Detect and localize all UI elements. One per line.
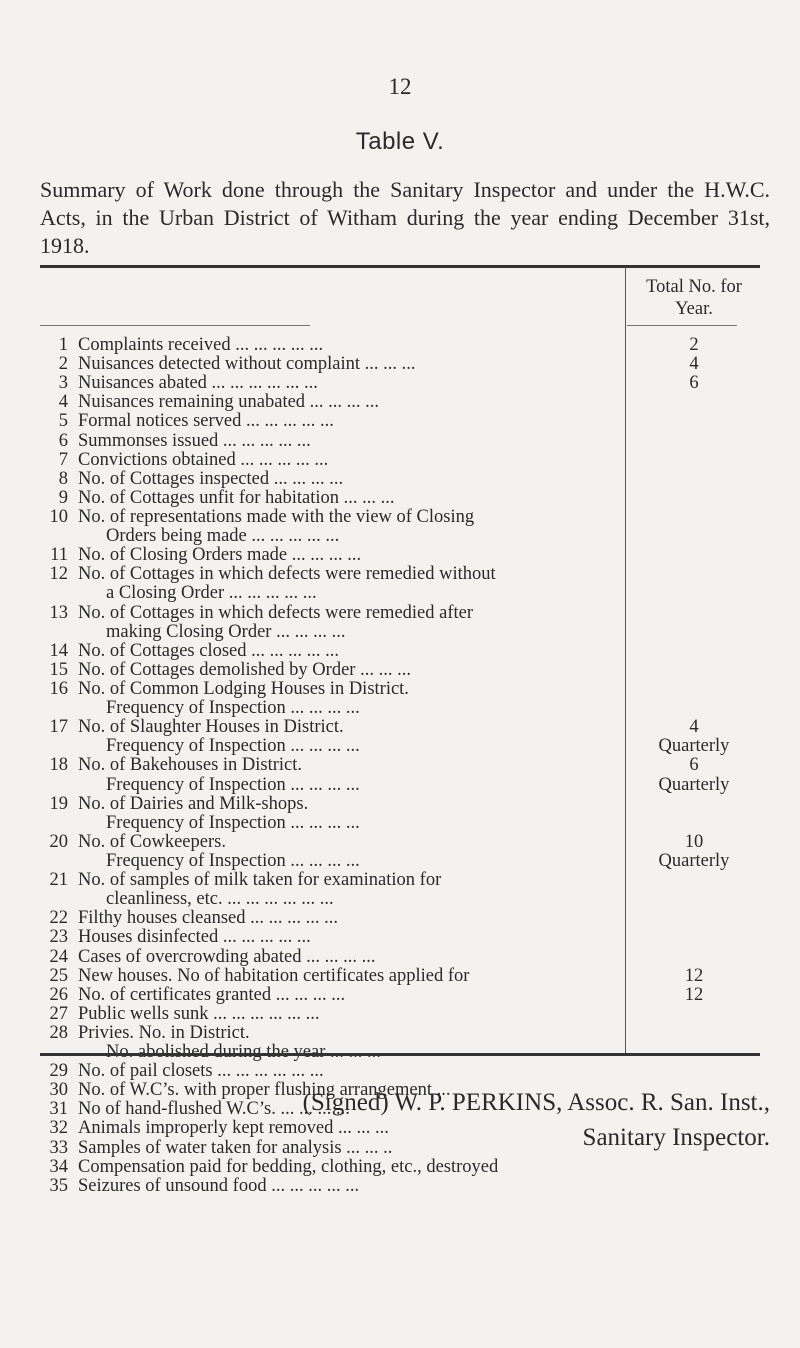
table-row — [40, 527, 760, 546]
table-row — [40, 967, 760, 986]
table-row — [40, 909, 760, 928]
row-description: No. of Cottages inspected ... ... ... ... — [78, 469, 344, 489]
table-row — [40, 1158, 760, 1177]
row-number: 33 — [49, 1137, 68, 1158]
row-description: No of hand-flushed W.C’s. ... ... ... ... — [78, 1100, 350, 1120]
row-description: Frequency of Inspection ... ... ... ... — [106, 851, 360, 871]
row-number: 5 — [58, 411, 68, 432]
table-row — [40, 508, 760, 527]
row-description: cleanliness, etc. ... ... ... ... ... ... — [106, 890, 334, 910]
row-number: 18 — [49, 755, 68, 776]
row-description: Frequency of Inspection ... ... ... ... — [106, 775, 360, 795]
row-total: Quarterly — [658, 736, 730, 757]
table-row — [40, 928, 760, 947]
row-description: Animals improperly kept removed ... ... ... — [78, 1119, 389, 1139]
table-row — [40, 412, 760, 431]
table-row — [40, 336, 760, 355]
row-description: Orders being made ... ... ... ... ... — [106, 527, 340, 547]
row-number: 35 — [49, 1175, 68, 1196]
row-description: No. of representations made with the view of Closing — [78, 507, 475, 527]
table-row — [40, 776, 760, 795]
table-row — [40, 699, 760, 718]
table-row — [40, 718, 760, 737]
row-number: 26 — [49, 984, 68, 1005]
row-description: Public wells sunk ... ... ... ... ... ... — [78, 1004, 320, 1024]
row-number: 12 — [49, 564, 68, 585]
table-row — [40, 795, 760, 814]
row-description: Complaints received ... ... ... ... ... — [78, 336, 324, 355]
row-number: 9 — [58, 487, 68, 508]
table-row — [40, 852, 760, 871]
page-number: 12 — [388, 74, 412, 99]
table-row — [40, 470, 760, 489]
row-number: 13 — [49, 602, 68, 623]
row-description: No. of certificates granted ... ... ... ... — [78, 985, 346, 1005]
table-row — [40, 1005, 760, 1024]
row-total: Quarterly — [658, 774, 730, 795]
row-description: Nuisances detected without complaint ... ... ... — [78, 355, 416, 375]
row-number: 10 — [49, 506, 68, 527]
row-total: 6 — [689, 373, 699, 394]
row-description: No. of Cottages in which defects were remedied without — [78, 565, 496, 585]
row-number: 20 — [49, 831, 68, 852]
table-row — [40, 871, 760, 890]
row-description: No. of samples of milk taken for examination for — [78, 871, 442, 891]
row-number: 1 — [58, 335, 68, 355]
row-total: Quarterly — [658, 850, 730, 871]
signature-title: Sanitary Inspector. — [582, 1124, 770, 1151]
row-number: 7 — [58, 449, 68, 470]
row-total: 10 — [684, 831, 704, 852]
row-description: Seizures of unsound food ... ... ... ... ... — [78, 1176, 360, 1196]
row-total: 6 — [689, 755, 699, 776]
row-number: 8 — [58, 468, 68, 489]
row-description: No. of Cottages closed ... ... ... ... ... — [78, 641, 340, 661]
row-number: 30 — [49, 1080, 68, 1101]
row-description: No. of Cottages demolished by Order ... ... ... — [78, 660, 411, 680]
total-column-header: Total No. for Year. — [646, 277, 742, 319]
row-number: 24 — [49, 946, 68, 967]
row-description: Convictions obtained ... ... ... ... ... — [78, 450, 329, 470]
row-total: 4 — [689, 717, 699, 738]
row-description: Cases of overcrowding abated ... ... ... ... — [78, 947, 376, 967]
row-number: 21 — [49, 870, 68, 891]
table-row — [40, 546, 760, 565]
row-number: 17 — [49, 717, 68, 738]
table-body — [40, 336, 760, 1196]
table-row — [40, 604, 760, 623]
row-description: No. of Cottages unfit for habitation ... ... ... — [78, 488, 395, 508]
row-description: Compensation paid for bedding, clothing, etc., destroyed — [78, 1157, 499, 1177]
row-description: No. of Cowkeepers. — [78, 832, 226, 852]
table-row — [40, 737, 760, 756]
row-number: 15 — [49, 659, 68, 680]
row-number: 27 — [49, 1003, 68, 1024]
row-number: 29 — [49, 1061, 68, 1082]
row-description: No. of Slaughter Houses in District. — [78, 718, 344, 738]
table-row — [40, 814, 760, 833]
row-number: 6 — [58, 430, 68, 451]
summary-text: Summary of Work done through the Sanitary Inspector and under the H.W.C. Acts, in the Urban District of Witham during the year ending December 31st, 1918. — [40, 177, 770, 258]
table-row — [40, 623, 760, 642]
table-row — [40, 584, 760, 603]
table-row — [40, 756, 760, 775]
row-number: 22 — [49, 908, 68, 929]
row-number: 11 — [50, 545, 68, 566]
row-description: No. of Common Lodging Houses in District. — [78, 679, 409, 699]
row-description: No. of Dairies and Milk-shops. — [78, 794, 309, 814]
table-bottom-rule — [40, 1053, 760, 1056]
row-description: Houses disinfected ... ... ... ... ... — [78, 928, 311, 948]
table-title: Table V. — [355, 128, 445, 155]
row-description: No. of Closing Orders made ... ... ... ... — [78, 546, 362, 566]
row-description: Frequency of Inspection ... ... ... ... — [106, 699, 360, 719]
signature-block — [210, 1085, 770, 1155]
table-row — [40, 374, 760, 393]
table-row — [40, 489, 760, 508]
row-number: 19 — [49, 793, 68, 814]
row-number: 3 — [58, 373, 68, 394]
row-description: a Closing Order ... ... ... ... ... — [106, 584, 317, 604]
table-row — [40, 1062, 760, 1081]
row-description: New houses. No of habitation certificates applied for — [78, 966, 470, 986]
header-underline-right — [627, 325, 737, 326]
header-underline-left — [40, 325, 310, 326]
row-number: 2 — [58, 354, 68, 375]
table-row — [40, 1177, 760, 1196]
table-row — [40, 680, 760, 699]
row-total: 12 — [684, 965, 704, 986]
table-row — [40, 393, 760, 412]
table-row — [40, 890, 760, 909]
row-description: No. of pail closets ... ... ... ... ... ... — [78, 1062, 324, 1082]
row-number: 28 — [49, 1022, 68, 1043]
row-number: 25 — [49, 965, 68, 986]
signature-line: (Signed) W. P. PERKINS, Assoc. R. San. Inst., — [302, 1089, 770, 1116]
row-number: 14 — [49, 640, 68, 661]
row-description: No. of Cottages in which defects were remedied after — [78, 603, 474, 623]
row-number: 31 — [49, 1099, 68, 1120]
row-description: making Closing Order ... ... ... ... — [106, 622, 346, 642]
table-row — [40, 432, 760, 451]
row-total: 12 — [684, 984, 704, 1005]
row-description: Nuisances remaining unabated ... ... ... ... — [78, 393, 380, 413]
table-row — [40, 642, 760, 661]
row-description: Summonses issued ... ... ... ... ... — [78, 431, 311, 451]
row-number: 23 — [49, 927, 68, 948]
table-row — [40, 355, 760, 374]
row-number: 4 — [58, 392, 68, 413]
row-description: Nuisances abated ... ... ... ... ... ... — [78, 374, 318, 394]
row-description: Samples of water taken for analysis ... ... .. — [78, 1138, 393, 1158]
row-number: 16 — [49, 678, 68, 699]
row-description: No. of W.C’s. with proper flushing arrangement ... — [78, 1081, 451, 1101]
row-total: 4 — [689, 354, 699, 375]
table-row — [40, 948, 760, 967]
row-description: Filthy houses cleansed ... ... ... ... ... — [78, 909, 339, 929]
row-description: Privies. No. in District. — [78, 1023, 250, 1043]
table-row — [40, 986, 760, 1005]
row-description: Frequency of Inspection ... ... ... ... — [106, 737, 360, 757]
table-row — [40, 1024, 760, 1043]
table-top-rule — [40, 265, 760, 268]
row-number: 32 — [49, 1118, 68, 1139]
table-row — [40, 565, 760, 584]
row-number: 34 — [49, 1156, 68, 1177]
row-description: Frequency of Inspection ... ... ... ... — [106, 813, 360, 833]
row-description: Formal notices served ... ... ... ... ... — [78, 412, 334, 432]
row-description: No. of Bakehouses in District. — [78, 756, 303, 776]
table-row — [40, 451, 760, 470]
table-row — [40, 833, 760, 852]
table-row — [40, 661, 760, 680]
row-total: 2 — [689, 335, 699, 355]
